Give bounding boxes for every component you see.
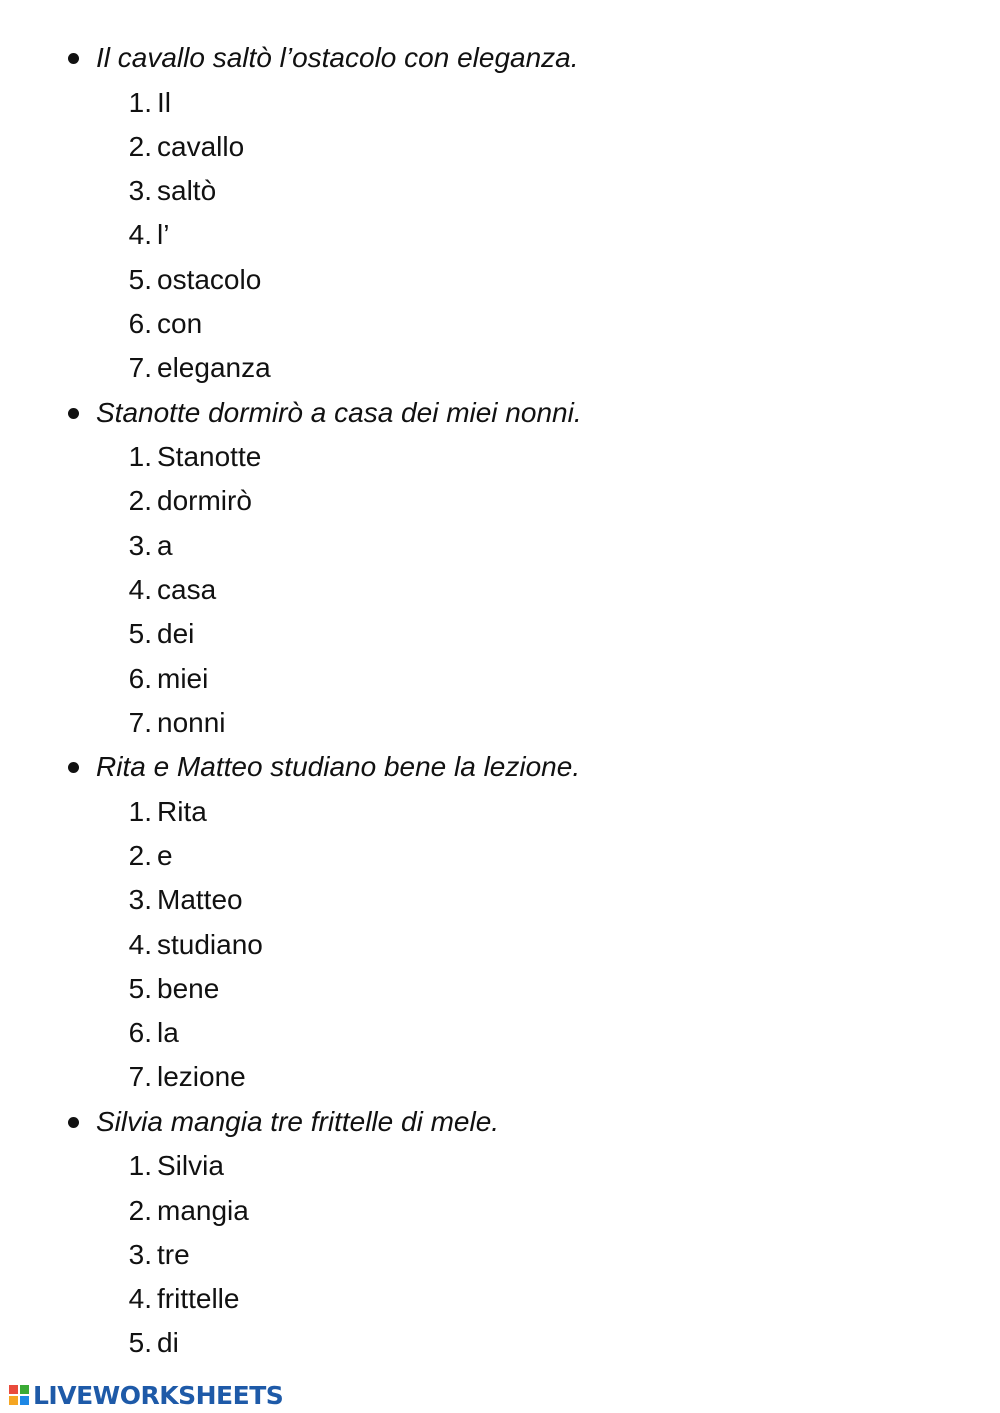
word-item[interactable] [0,612,1000,656]
sentence-heading [0,1100,1000,1145]
word-number: 2. [128,130,152,162]
word-text: Silvia [157,1150,224,1182]
sentence-block [0,391,1000,746]
word-item[interactable] [0,125,1000,169]
liveworksheets-footer[interactable] [8,1378,283,1412]
word-item[interactable] [0,524,1000,568]
sentence-block [0,36,1000,391]
word-number: 7. [128,1061,152,1093]
word-item[interactable] [0,790,1000,834]
word-text: con [157,307,203,339]
logo-square-orange [8,1395,19,1406]
word-item[interactable] [0,923,1000,967]
word-text: dei [157,618,195,650]
word-text: mangia [157,1194,249,1226]
word-text: nonni [157,706,226,738]
sentence-text: Stanotte dormirò a casa dei miei nonni. [96,396,582,428]
word-number: 6. [128,307,152,339]
word-item[interactable] [0,346,1000,390]
word-item[interactable] [0,701,1000,745]
word-text: Il [157,86,171,118]
word-number: 3. [128,529,152,561]
word-item[interactable] [0,568,1000,612]
sentence-text: Rita e Matteo studiano bene la lezione. [96,751,581,783]
word-item[interactable] [0,1189,1000,1233]
sentence-block [0,745,1000,1100]
sentence-heading [0,745,1000,790]
word-item[interactable] [0,1233,1000,1277]
word-number: 7. [128,706,152,738]
word-number: 2. [128,1194,152,1226]
word-number: 4. [128,573,152,605]
word-text: lezione [157,1061,246,1093]
word-item[interactable] [0,834,1000,878]
word-text: bene [157,972,220,1004]
word-item[interactable] [0,878,1000,922]
sentence-text: Silvia mangia tre frittelle di mele. [96,1105,500,1137]
word-text: miei [157,662,209,694]
word-list [0,81,1000,391]
sentence-heading [0,391,1000,436]
word-number: 4. [128,219,152,251]
word-number: 5. [128,263,152,295]
word-item[interactable] [0,81,1000,125]
word-item[interactable] [0,435,1000,479]
sentence-text: Il cavallo saltò l’ostacolo con eleganza. [96,42,579,73]
word-item[interactable] [0,479,1000,523]
bullet-icon [68,408,79,419]
word-text: cavallo [157,130,245,162]
word-number: 3. [128,884,152,916]
liveworksheets-logo-icon [8,1384,30,1406]
word-item[interactable] [0,169,1000,213]
sentence-heading [0,36,1000,81]
word-list [0,1144,1000,1365]
word-text: tre [157,1238,190,1270]
word-number: 2. [128,485,152,517]
word-number: 2. [128,839,152,871]
word-text: Rita [157,795,207,827]
word-number: 1. [128,1150,152,1182]
word-text: Stanotte [157,441,262,473]
word-item[interactable] [0,1144,1000,1188]
word-list [0,790,1000,1100]
word-text: di [157,1327,179,1359]
logo-square-green [19,1384,30,1395]
word-text: dormirò [157,485,252,517]
logo-square-red [8,1384,19,1395]
word-item[interactable] [0,302,1000,346]
word-text: Matteo [157,884,243,916]
word-number: 5. [128,1327,152,1359]
word-text: ostacolo [157,263,262,295]
word-number: 1. [128,86,152,118]
word-list [0,435,1000,745]
logo-square-blue [19,1395,30,1406]
word-item[interactable] [0,258,1000,302]
word-number: 1. [128,795,152,827]
word-item[interactable] [0,1321,1000,1365]
sentence-block [0,1100,1000,1366]
word-number: 6. [128,662,152,694]
word-text: l’ [157,219,170,251]
word-item[interactable] [0,1055,1000,1099]
word-number: 6. [128,1017,152,1049]
word-number: 3. [128,1238,152,1270]
word-text: a [157,529,173,561]
worksheet-page [0,36,1000,1366]
word-number: 5. [128,618,152,650]
bullet-icon [68,1117,79,1128]
word-item[interactable] [0,1277,1000,1321]
word-text: studiano [157,928,263,960]
word-item[interactable] [0,1011,1000,1055]
word-text: eleganza [157,352,271,384]
bullet-icon [68,53,79,64]
word-text: la [157,1017,179,1049]
word-item[interactable] [0,213,1000,257]
word-text: casa [157,573,217,605]
word-text: e [157,839,173,871]
word-number: 5. [128,972,152,1004]
word-text: saltò [157,175,217,207]
word-number: 7. [128,352,152,384]
bullet-icon [68,762,79,773]
word-number: 4. [128,928,152,960]
word-number: 3. [128,175,152,207]
brand-name: LIVEWORKSHEETS [33,1380,284,1410]
word-text: frittelle [157,1283,240,1315]
word-number: 1. [128,441,152,473]
word-number: 4. [128,1283,152,1315]
word-item[interactable] [0,657,1000,701]
word-item[interactable] [0,967,1000,1011]
